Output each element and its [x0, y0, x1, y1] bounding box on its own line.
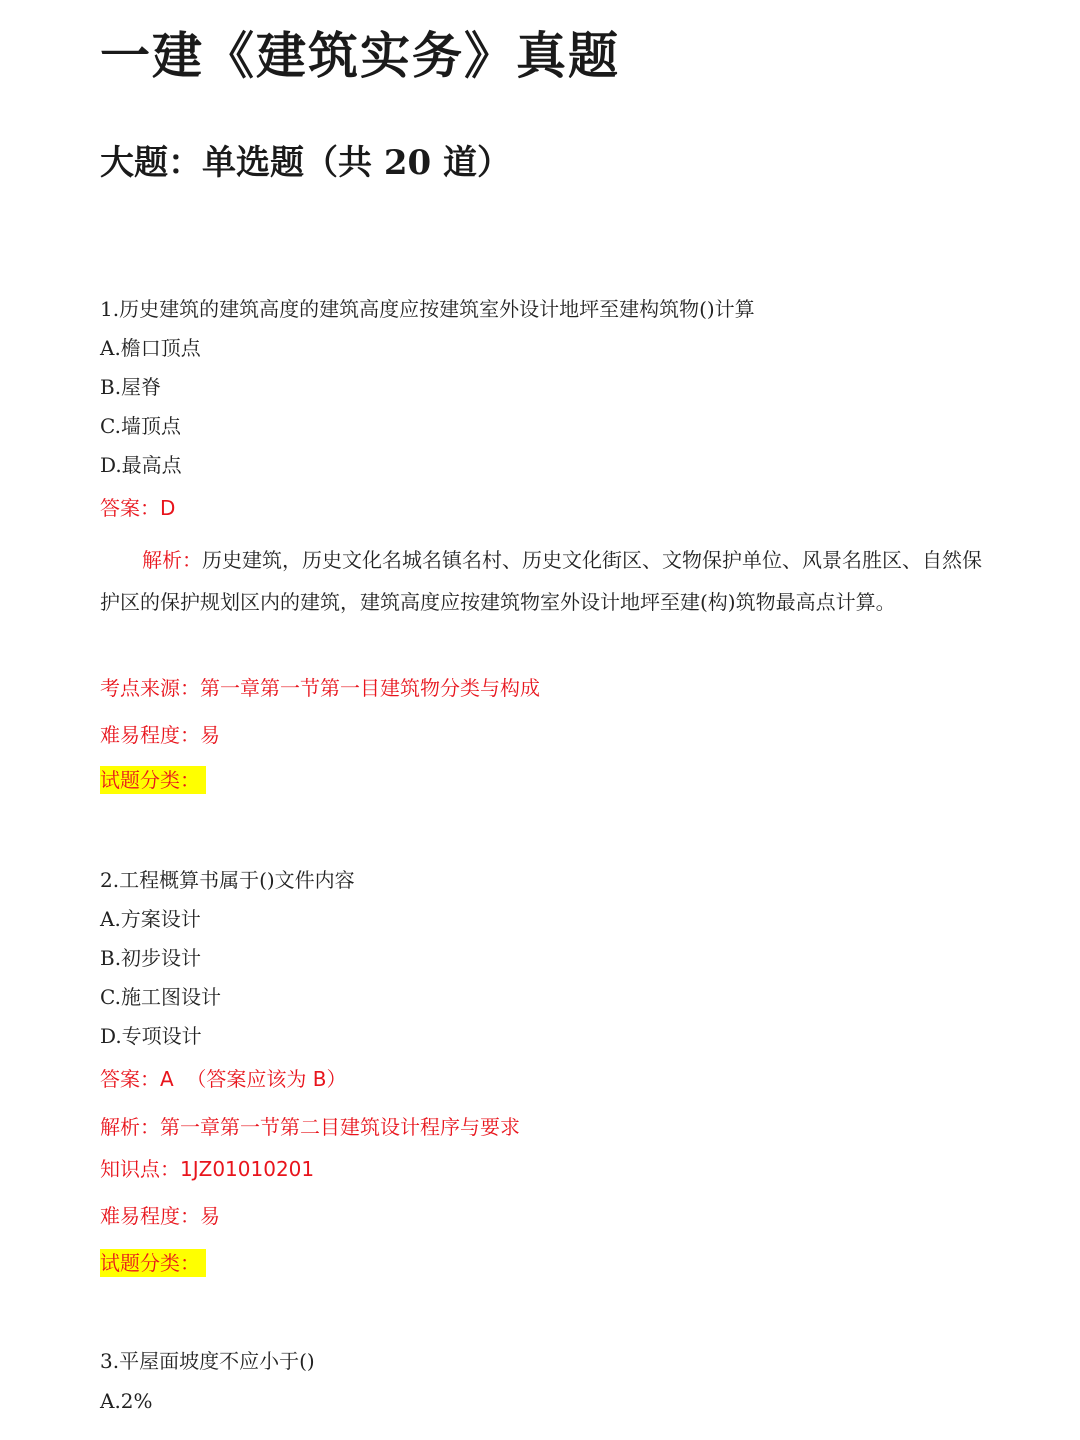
- question-1-explanation-text: 历史建筑，历史文化名城名镇名村、历史文化街区、文物保护单位、风景名胜区、自然保护区的保护规划区内的建筑，建筑高度应按建筑物室外设计地坪至建(构)筑物最高点计算。: [100, 548, 982, 614]
- question-1-option-d: D.最高点: [100, 453, 182, 477]
- question-1-explanation: [100, 539, 1000, 623]
- question-1-difficulty: 难易程度：易: [100, 723, 220, 747]
- question-1-option-c: C.墙顶点: [100, 414, 181, 438]
- section-title: 大题：单选题（共 20 道）: [100, 143, 511, 183]
- question-2-option-b: B.初步设计: [100, 946, 202, 970]
- question-2-category: 试题分类：: [100, 1249, 206, 1277]
- question-2-answer: 答案：A （答案应该为 B）: [100, 1067, 347, 1091]
- question-1-option-b: B.屋脊: [100, 375, 162, 399]
- question-1-answer: 答案：D: [100, 496, 176, 520]
- question-1-source: 考点来源：第一章第一节第一目建筑物分类与构成: [100, 676, 540, 700]
- document-title: 一建《建筑实务》真题: [100, 26, 620, 85]
- question-2-difficulty: 难易程度：易: [100, 1204, 220, 1228]
- question-3-stem: 3.平屋面坡度不应小于(): [100, 1349, 315, 1373]
- question-3-option-a: A.2%: [100, 1389, 153, 1413]
- question-2-option-c: C.施工图设计: [100, 985, 221, 1009]
- question-2-knowledge-point: 知识点：1JZ01010201: [100, 1157, 315, 1181]
- question-2-option-d: D.专项设计: [100, 1024, 202, 1048]
- question-1-stem: 1.历史建筑的建筑高度的建筑高度应按建筑室外设计地坪至建构筑物()计算: [100, 297, 755, 321]
- question-2-explanation: 解析：第一章第一节第二目建筑设计程序与要求: [100, 1115, 520, 1139]
- question-2-stem: 2.工程概算书属于()文件内容: [100, 868, 355, 892]
- question-1-option-a: A.檐口顶点: [100, 336, 201, 360]
- question-1-category: 试题分类：: [100, 766, 206, 794]
- question-1-explanation-label: 解析：: [142, 548, 202, 572]
- question-2-option-a: A.方案设计: [100, 907, 201, 931]
